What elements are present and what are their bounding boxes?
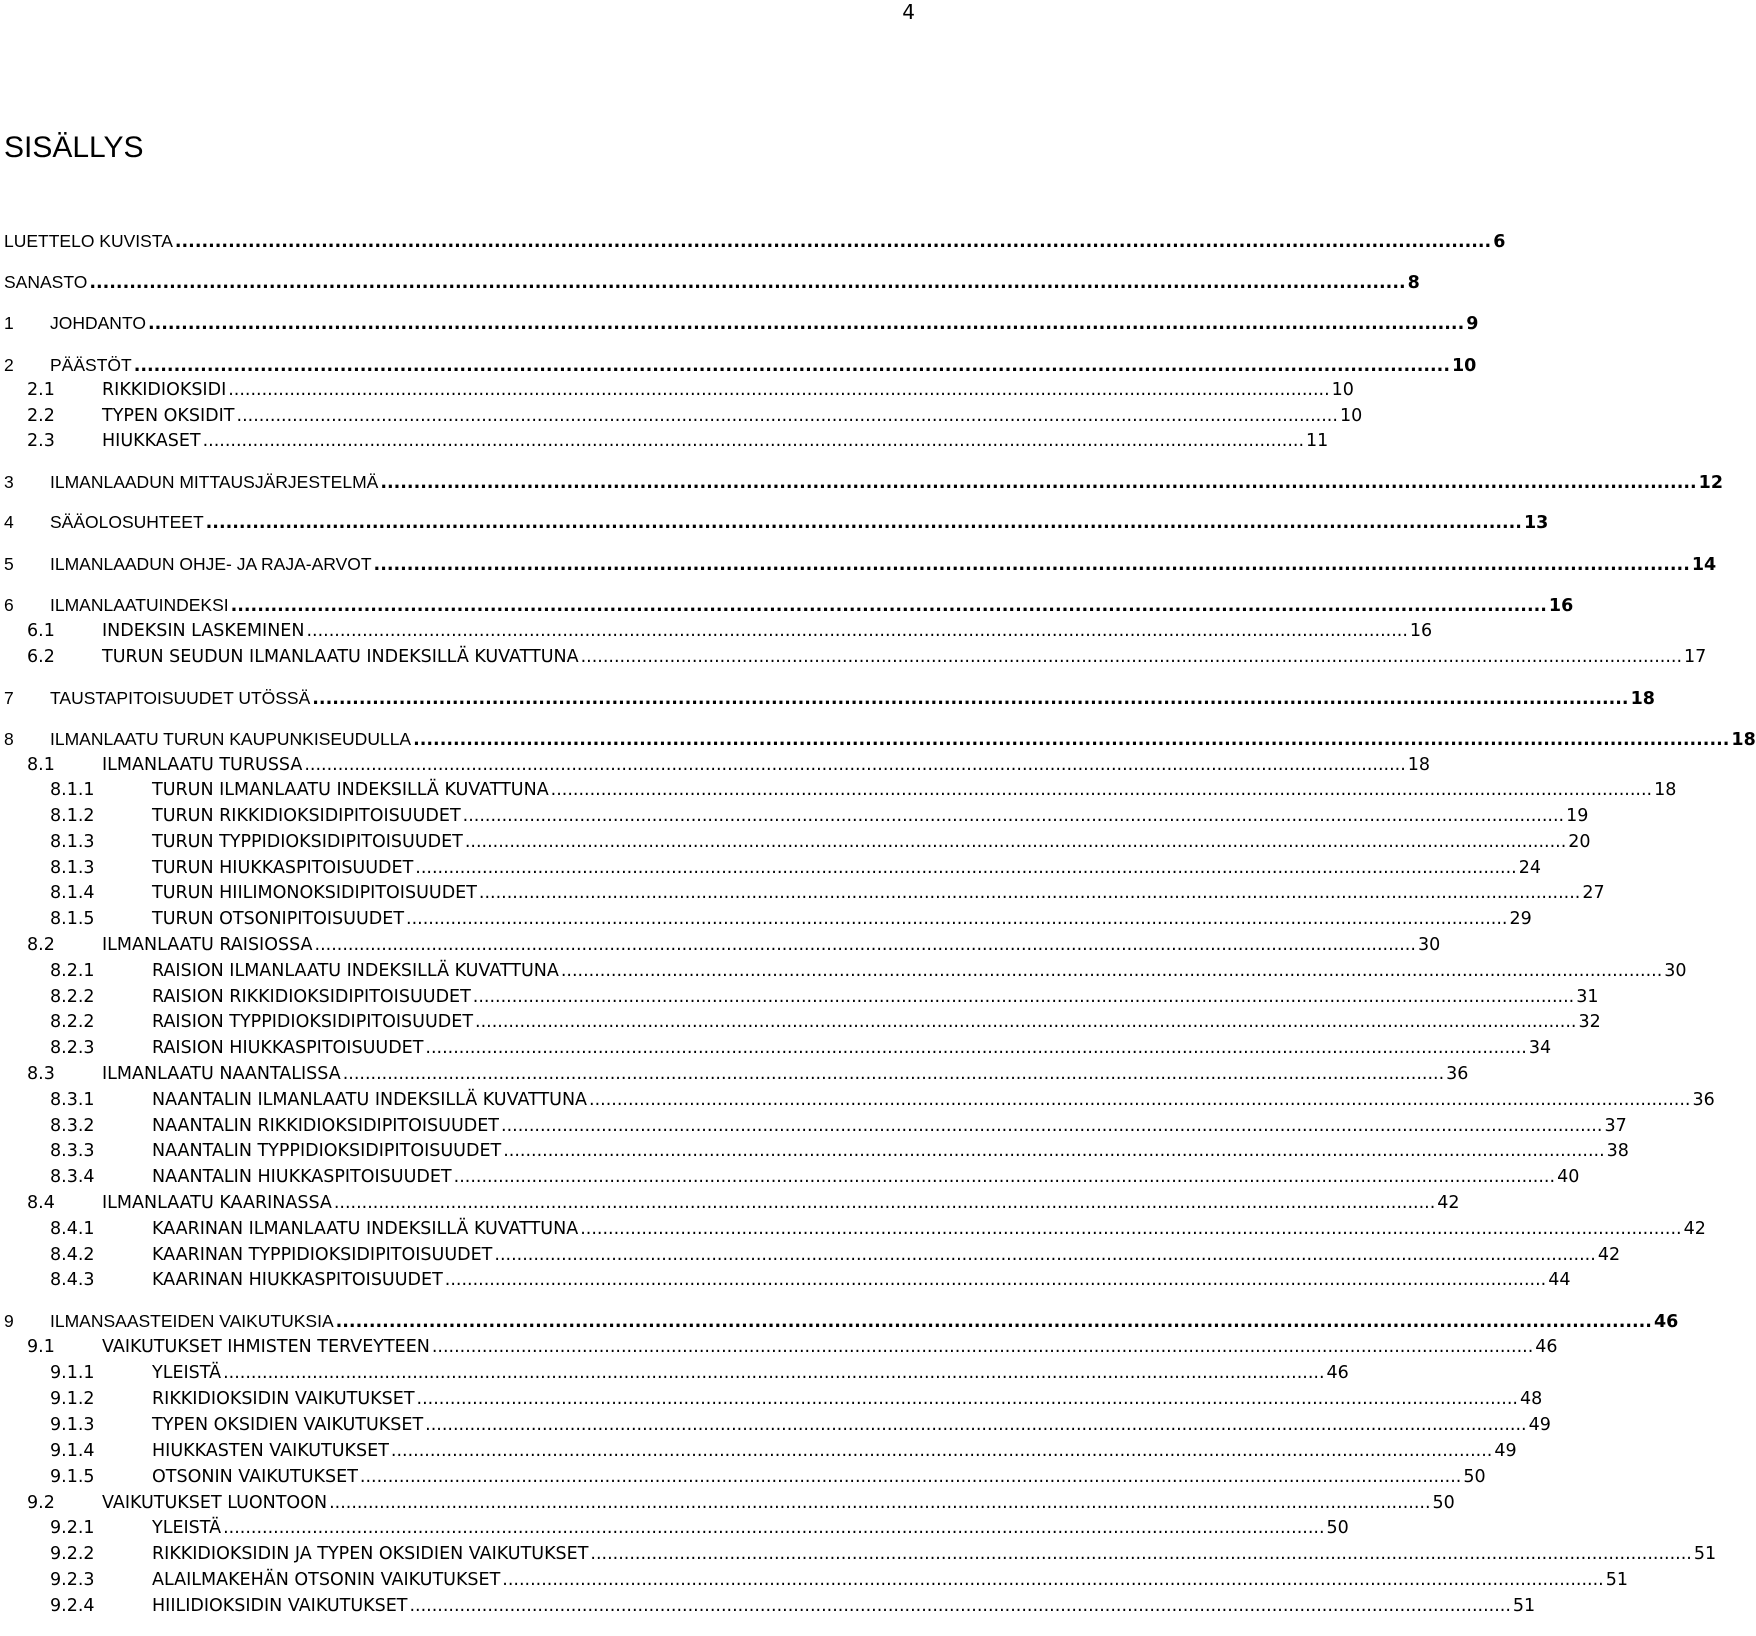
toc-entry-title: RIKKIDIOKSIDIN JA TYPEN OKSIDIEN VAIKUTUKSET	[152, 1544, 589, 1564]
dot-leader	[203, 429, 1304, 453]
dot-leader	[206, 511, 1522, 535]
toc-entry-title: RIKKIDIOKSIDI	[102, 380, 227, 400]
toc-entry-title: HIILIDIOKSIDIN VAIKUTUKSET	[152, 1596, 408, 1616]
dot-leader	[501, 1114, 1602, 1138]
toc-entry-title: PÄÄSTÖT	[50, 355, 132, 375]
toc-entry-number: 5	[4, 554, 14, 574]
dot-leader	[445, 1268, 1546, 1292]
toc-entry-title: RAISION TYPPIDIOKSIDIPITOISUUDET	[152, 1012, 474, 1032]
toc-entry-title: RAISION HIUKKASPITOISUUDET	[152, 1038, 424, 1058]
toc-entry-title: ILMANLAADUN OHJE- JA RAJA-ARVOT	[50, 554, 372, 574]
toc-entry-number: 2	[4, 355, 14, 375]
toc-entry-page: 42	[1597, 1245, 1621, 1265]
toc-entry-title: NAANTALIN TYPPIDIOKSIDIPITOISUUDET	[152, 1141, 502, 1161]
toc-entry-page: 48	[1519, 1389, 1543, 1409]
toc-entry[interactable]	[4, 686, 1655, 710]
toc-entry-title: ILMANLAATU KAARINASSA	[102, 1193, 332, 1213]
toc-entry[interactable]	[50, 1088, 1715, 1112]
toc-entry-title: TYPEN OKSIDIT	[102, 406, 235, 426]
toc-entry-number: 6.1	[27, 621, 55, 641]
toc-entry-number: 9.1	[27, 1337, 55, 1357]
toc-entry-page: 16	[1548, 596, 1574, 616]
toc-entry[interactable]	[50, 778, 1677, 802]
toc-entry-page: 30	[1664, 961, 1687, 981]
dot-leader	[425, 1036, 1526, 1060]
toc-entry-number: 8.2	[27, 935, 55, 955]
toc-entry-page: 11	[1306, 431, 1329, 451]
toc-entry-title: TURUN TYPPIDIOKSIDIPITOISUUDET	[152, 832, 463, 852]
toc-entry-page: 37	[1604, 1116, 1627, 1136]
toc-entry-number: LUETTELO KUVISTA	[4, 231, 173, 251]
toc-entry-title: INDEKSIN LASKEMINEN	[102, 621, 305, 641]
toc-entry-number: 8.3.1	[50, 1090, 95, 1110]
toc-entry[interactable]	[27, 753, 1431, 777]
toc-entry-number: 8.3.3	[50, 1141, 95, 1161]
toc-entry-number: 8.3.4	[50, 1167, 95, 1187]
toc-entry-number: 8.4.2	[50, 1245, 95, 1265]
toc-entry-number: 9.1.4	[50, 1441, 95, 1461]
dot-leader	[380, 471, 1696, 495]
dot-leader	[503, 1139, 1604, 1163]
toc-entry[interactable]	[27, 1191, 1460, 1215]
dot-leader	[561, 959, 1662, 983]
toc-entry-page: 50	[1463, 1467, 1486, 1487]
toc-entry-number: 8.1.3	[50, 858, 95, 878]
toc-entry-page: 10	[1331, 380, 1354, 400]
toc-entry-title: KAARINAN ILMANLAATU INDEKSILLÄ KUVATTUNA	[152, 1219, 579, 1239]
toc-entry-number: 1	[4, 313, 14, 333]
toc-entry[interactable]	[27, 619, 1433, 643]
toc-entry[interactable]	[27, 378, 1354, 402]
dot-leader	[463, 804, 1564, 828]
toc-entry-page: 49	[1494, 1441, 1517, 1461]
toc-entry-title: TURUN HIILIMONOKSIDIPITOISUUDET	[152, 883, 477, 903]
dot-leader	[306, 619, 1407, 643]
toc-entry-title: RAISION RIKKIDIOKSIDIPITOISUUDET	[152, 987, 471, 1007]
dot-leader	[413, 728, 1729, 752]
toc-entry[interactable]	[50, 830, 1591, 854]
toc-entry-title: TURUN OTSONIPITOISUUDET	[152, 909, 405, 929]
toc-entry-page: 31	[1576, 987, 1599, 1007]
dot-leader	[315, 933, 1416, 957]
dot-leader	[415, 856, 1516, 880]
toc-entry-page: 18	[1407, 755, 1431, 775]
toc-entry[interactable]	[50, 1268, 1571, 1292]
toc-entry-page: 19	[1566, 806, 1589, 826]
toc-entry-number: 9.2	[27, 1493, 55, 1513]
toc-entry-page: 9	[1466, 314, 1479, 334]
toc-entry[interactable]	[50, 1217, 1706, 1241]
toc-entry[interactable]	[4, 1309, 1679, 1333]
toc-entry-page: 42	[1437, 1193, 1460, 1213]
toc-entry-number: 3	[4, 472, 14, 492]
page-number: 4	[902, 0, 915, 24]
toc-entry-title: YLEISTÄ	[152, 1518, 222, 1538]
toc-entry[interactable]	[50, 959, 1687, 983]
toc-entry-page: 20	[1568, 832, 1591, 852]
toc-entry[interactable]	[27, 1335, 1558, 1359]
toc-entry[interactable]	[50, 1542, 1717, 1566]
toc-entry-number: 6.2	[27, 647, 55, 667]
toc-entry[interactable]	[50, 881, 1605, 905]
toc-entry-page: 13	[1523, 513, 1549, 533]
toc-entry-page: 36	[1692, 1090, 1715, 1110]
toc-entry-page: 29	[1509, 909, 1532, 929]
toc-entry[interactable]	[27, 429, 1329, 453]
toc-entry[interactable]	[50, 1516, 1349, 1540]
toc-entry-number: SANASTO	[4, 272, 88, 292]
toc-entry-number: 9.2.1	[50, 1518, 95, 1538]
toc-entry-number: 2.1	[27, 380, 55, 400]
toc-entry-number: 8.4	[27, 1193, 55, 1213]
toc-entry-title: YLEISTÄ	[152, 1363, 222, 1383]
toc-entry[interactable]	[50, 1465, 1486, 1489]
toc-entry-title: ILMANLAADUN MITTAUSJÄRJESTELMÄ	[50, 472, 379, 492]
dot-leader	[475, 1010, 1576, 1034]
toc-entry-page: 18	[1630, 689, 1655, 709]
toc-entry-page: 16	[1409, 621, 1433, 641]
toc-entry-page: 51	[1605, 1570, 1628, 1590]
toc-entry-page: 46	[1535, 1337, 1558, 1357]
toc-entry-number: 8.1.3	[50, 832, 95, 852]
dot-leader	[134, 354, 1450, 378]
toc-entry[interactable]	[27, 1062, 1469, 1086]
dot-leader	[329, 1491, 1430, 1515]
toc-entry-title: ILMANLAATU RAISIOSSA	[102, 935, 313, 955]
toc-entry-number: 9.1.5	[50, 1467, 95, 1487]
toc-entry-number: 9	[4, 1311, 14, 1331]
toc-entry-number: 9.1.1	[50, 1363, 95, 1383]
toc-entry-page: 24	[1518, 858, 1541, 878]
toc-entry[interactable]	[27, 933, 1441, 957]
toc-entry-number: 8.2.2	[50, 987, 95, 1007]
dot-leader	[580, 1217, 1681, 1241]
dot-leader	[473, 985, 1574, 1009]
toc-entry-page: 18	[1731, 730, 1756, 750]
toc-entry-page: 36	[1446, 1064, 1469, 1084]
toc-entry-number: 8.2.2	[50, 1012, 95, 1032]
toc-entry-title: NAANTALIN HIUKKASPITOISUUDET	[152, 1167, 452, 1187]
toc-entry-title: RIKKIDIOKSIDIN VAIKUTUKSET	[152, 1389, 415, 1409]
toc-entry-title: JOHDANTO	[50, 313, 146, 333]
dot-leader	[409, 1594, 1510, 1618]
toc-entry[interactable]	[50, 907, 1532, 931]
toc-entry-page: 50	[1326, 1518, 1349, 1538]
toc-entry-title: KAARINAN TYPPIDIOKSIDIPITOISUUDET	[152, 1245, 493, 1265]
dot-leader	[343, 1062, 1444, 1086]
dot-leader	[417, 1387, 1518, 1411]
toc-entry[interactable]	[50, 1139, 1629, 1163]
toc-entry-page: 12	[1698, 473, 1723, 493]
toc-entry-number: 8.1.5	[50, 909, 95, 929]
toc-entry-number: 8.3.2	[50, 1116, 95, 1136]
toc-entry-page: 51	[1512, 1596, 1536, 1616]
toc-entry-number: 8.1.2	[50, 806, 95, 826]
toc-entry[interactable]	[50, 1114, 1627, 1138]
toc-entry-page: 38	[1606, 1141, 1629, 1161]
toc-entry[interactable]	[50, 1165, 1580, 1189]
toc-entry-number: 2.2	[27, 406, 55, 426]
toc-entry-number: 8.2.3	[50, 1038, 95, 1058]
dot-leader	[465, 830, 1566, 854]
toc-entry-page: 42	[1683, 1219, 1706, 1239]
toc-entry-title: HIUKKASET	[102, 431, 201, 451]
toc-entry-title: SÄÄOLOSUHTEET	[50, 512, 204, 532]
toc-entry[interactable]	[27, 1491, 1455, 1515]
dot-leader	[391, 1439, 1492, 1463]
toc-entry-page: 18	[1654, 780, 1677, 800]
dot-leader	[581, 645, 1682, 669]
toc-entry-title: ILMANLAATU TURUSSA	[102, 755, 303, 775]
dot-leader	[223, 1516, 1324, 1540]
toc-entry[interactable]	[4, 510, 1549, 534]
dot-leader	[336, 1310, 1652, 1334]
toc-entry[interactable]	[4, 727, 1756, 751]
toc-entry[interactable]	[50, 1036, 1552, 1060]
toc-entry-title: HIUKKASTEN VAIKUTUKSET	[152, 1441, 389, 1461]
toc-entry-title: TYPEN OKSIDIEN VAIKUTUKSET	[152, 1415, 424, 1435]
toc-entry-title: TURUN SEUDUN ILMANLAATU INDEKSILLÄ KUVATTUNA	[102, 647, 579, 667]
dot-leader	[432, 1335, 1533, 1359]
dot-leader	[231, 594, 1547, 618]
toc-entry[interactable]	[27, 645, 1707, 669]
toc-entry[interactable]	[4, 470, 1723, 494]
dot-leader	[237, 404, 1338, 428]
toc-entry-number: 9.1.2	[50, 1389, 95, 1409]
toc-entry-page: 10	[1339, 406, 1363, 426]
toc-entry[interactable]	[50, 856, 1541, 880]
toc-entry[interactable]	[4, 552, 1717, 576]
dot-leader	[223, 1361, 1324, 1385]
toc-entry-page: 6	[1493, 232, 1506, 252]
toc-entry-number: 9.1.3	[50, 1415, 95, 1435]
toc-entry[interactable]	[4, 311, 1479, 335]
toc-entry-page: 50	[1432, 1493, 1455, 1513]
toc-entry-page: 44	[1548, 1270, 1571, 1290]
toc-entry-number: 2.3	[27, 431, 55, 451]
toc-entry-page: 32	[1578, 1012, 1601, 1032]
toc-entry-number: 7	[4, 688, 14, 708]
toc-entry-number: 8.2.1	[50, 961, 95, 981]
dot-leader	[454, 1165, 1555, 1189]
toc-entry-page: 51	[1693, 1544, 1717, 1564]
toc-entry-number: 4	[4, 512, 14, 532]
dot-leader	[589, 1088, 1690, 1112]
toc-entry-page: 10	[1451, 356, 1477, 376]
dot-leader	[479, 881, 1580, 905]
toc-entry-page: 14	[1691, 555, 1717, 575]
toc-entry[interactable]	[4, 593, 1574, 617]
toc-entry-title: RAISION ILMANLAATU INDEKSILLÄ KUVATTUNA	[152, 961, 559, 981]
dot-leader	[334, 1191, 1435, 1215]
page-title: SISÄLLYS	[4, 131, 144, 164]
dot-leader	[304, 753, 1405, 777]
toc-entry[interactable]	[50, 1387, 1543, 1411]
dot-leader	[502, 1568, 1603, 1592]
dot-leader	[228, 378, 1329, 402]
toc-entry-number: 9.2.3	[50, 1570, 95, 1590]
toc-entry-page: 17	[1684, 647, 1707, 667]
dot-leader	[551, 778, 1652, 802]
toc-entry-page: 34	[1528, 1038, 1552, 1058]
toc-entry[interactable]	[27, 404, 1363, 428]
toc-entry-page: 46	[1326, 1363, 1349, 1383]
toc-entry[interactable]	[50, 1361, 1349, 1385]
toc-entry-title: TURUN RIKKIDIOKSIDIPITOISUUDET	[152, 806, 461, 826]
toc-entry-title: NAANTALIN RIKKIDIOKSIDIPITOISUUDET	[152, 1116, 499, 1136]
toc-entry[interactable]	[50, 1413, 1551, 1437]
toc-entry-page: 40	[1557, 1167, 1580, 1187]
toc-entry-title: ILMANLAATUINDEKSI	[50, 595, 229, 615]
dot-leader	[312, 687, 1628, 711]
toc-entry-number: 9.2.2	[50, 1544, 95, 1564]
toc-entry-number: 9.2.4	[50, 1596, 95, 1616]
dot-leader	[494, 1243, 1595, 1267]
toc-entry-number: 8.1.4	[50, 883, 95, 903]
toc-entry[interactable]	[4, 270, 1420, 294]
toc-entry[interactable]	[4, 353, 1477, 377]
toc-entry-title: ALAILMAKEHÄN OTSONIN VAIKUTUKSET	[152, 1570, 501, 1590]
toc-entry-title: TAUSTAPITOISUUDET UTÖSSÄ	[50, 688, 311, 708]
dot-leader	[590, 1542, 1691, 1566]
toc-entry-page: 30	[1417, 935, 1441, 955]
toc-entry-title: OTSONIN VAIKUTUKSET	[152, 1467, 358, 1487]
toc-entry[interactable]	[4, 229, 1506, 253]
toc-entry[interactable]	[50, 1010, 1601, 1034]
dot-leader	[425, 1413, 1526, 1437]
toc-entry-page: 46	[1653, 1312, 1679, 1332]
toc-entry-title: TURUN HIUKKASPITOISUUDET	[152, 858, 414, 878]
toc-entry[interactable]	[50, 804, 1589, 828]
toc-entry-title: VAIKUTUKSET IHMISTEN TERVEYTEEN	[102, 1337, 430, 1357]
toc-entry[interactable]	[50, 1594, 1536, 1618]
toc-entry[interactable]	[50, 985, 1599, 1009]
dot-leader	[360, 1465, 1461, 1489]
toc-entry[interactable]	[50, 1439, 1517, 1463]
toc-entry-title: ILMANLAATU TURUN KAUPUNKISEUDULLA	[50, 729, 412, 749]
toc-entry-page: 8	[1407, 273, 1420, 293]
dot-leader	[175, 230, 1491, 254]
toc-entry-number: 6	[4, 595, 14, 615]
toc-entry-number: 8.1	[27, 755, 55, 775]
toc-entry[interactable]	[50, 1568, 1628, 1592]
toc-entry-title: ILMANLAATU NAANTALISSA	[102, 1064, 341, 1084]
toc-entry-page: 49	[1528, 1415, 1551, 1435]
dot-leader	[148, 312, 1464, 336]
toc-entry-number: 8.1.1	[50, 780, 95, 800]
toc-entry-page: 27	[1582, 883, 1605, 903]
dot-leader	[374, 553, 1690, 577]
toc-entry[interactable]	[50, 1243, 1621, 1267]
dot-leader	[406, 907, 1507, 931]
toc-entry-number: 8.4.1	[50, 1219, 95, 1239]
toc-entry-title: ILMANSAASTEIDEN VAIKUTUKSIA	[50, 1311, 334, 1331]
toc-entry-number: 8	[4, 729, 14, 749]
toc-entry-title: NAANTALIN ILMANLAATU INDEKSILLÄ KUVATTUNA	[152, 1090, 588, 1110]
toc-entry-title: TURUN ILMANLAATU INDEKSILLÄ KUVATTUNA	[152, 780, 549, 800]
toc-entry-title: KAARINAN HIUKKASPITOISUUDET	[152, 1270, 443, 1290]
dot-leader	[89, 271, 1405, 295]
toc-entry-number: 8.3	[27, 1064, 55, 1084]
toc-entry-number: 8.4.3	[50, 1270, 95, 1290]
toc-entry-title: VAIKUTUKSET LUONTOON	[102, 1493, 328, 1513]
